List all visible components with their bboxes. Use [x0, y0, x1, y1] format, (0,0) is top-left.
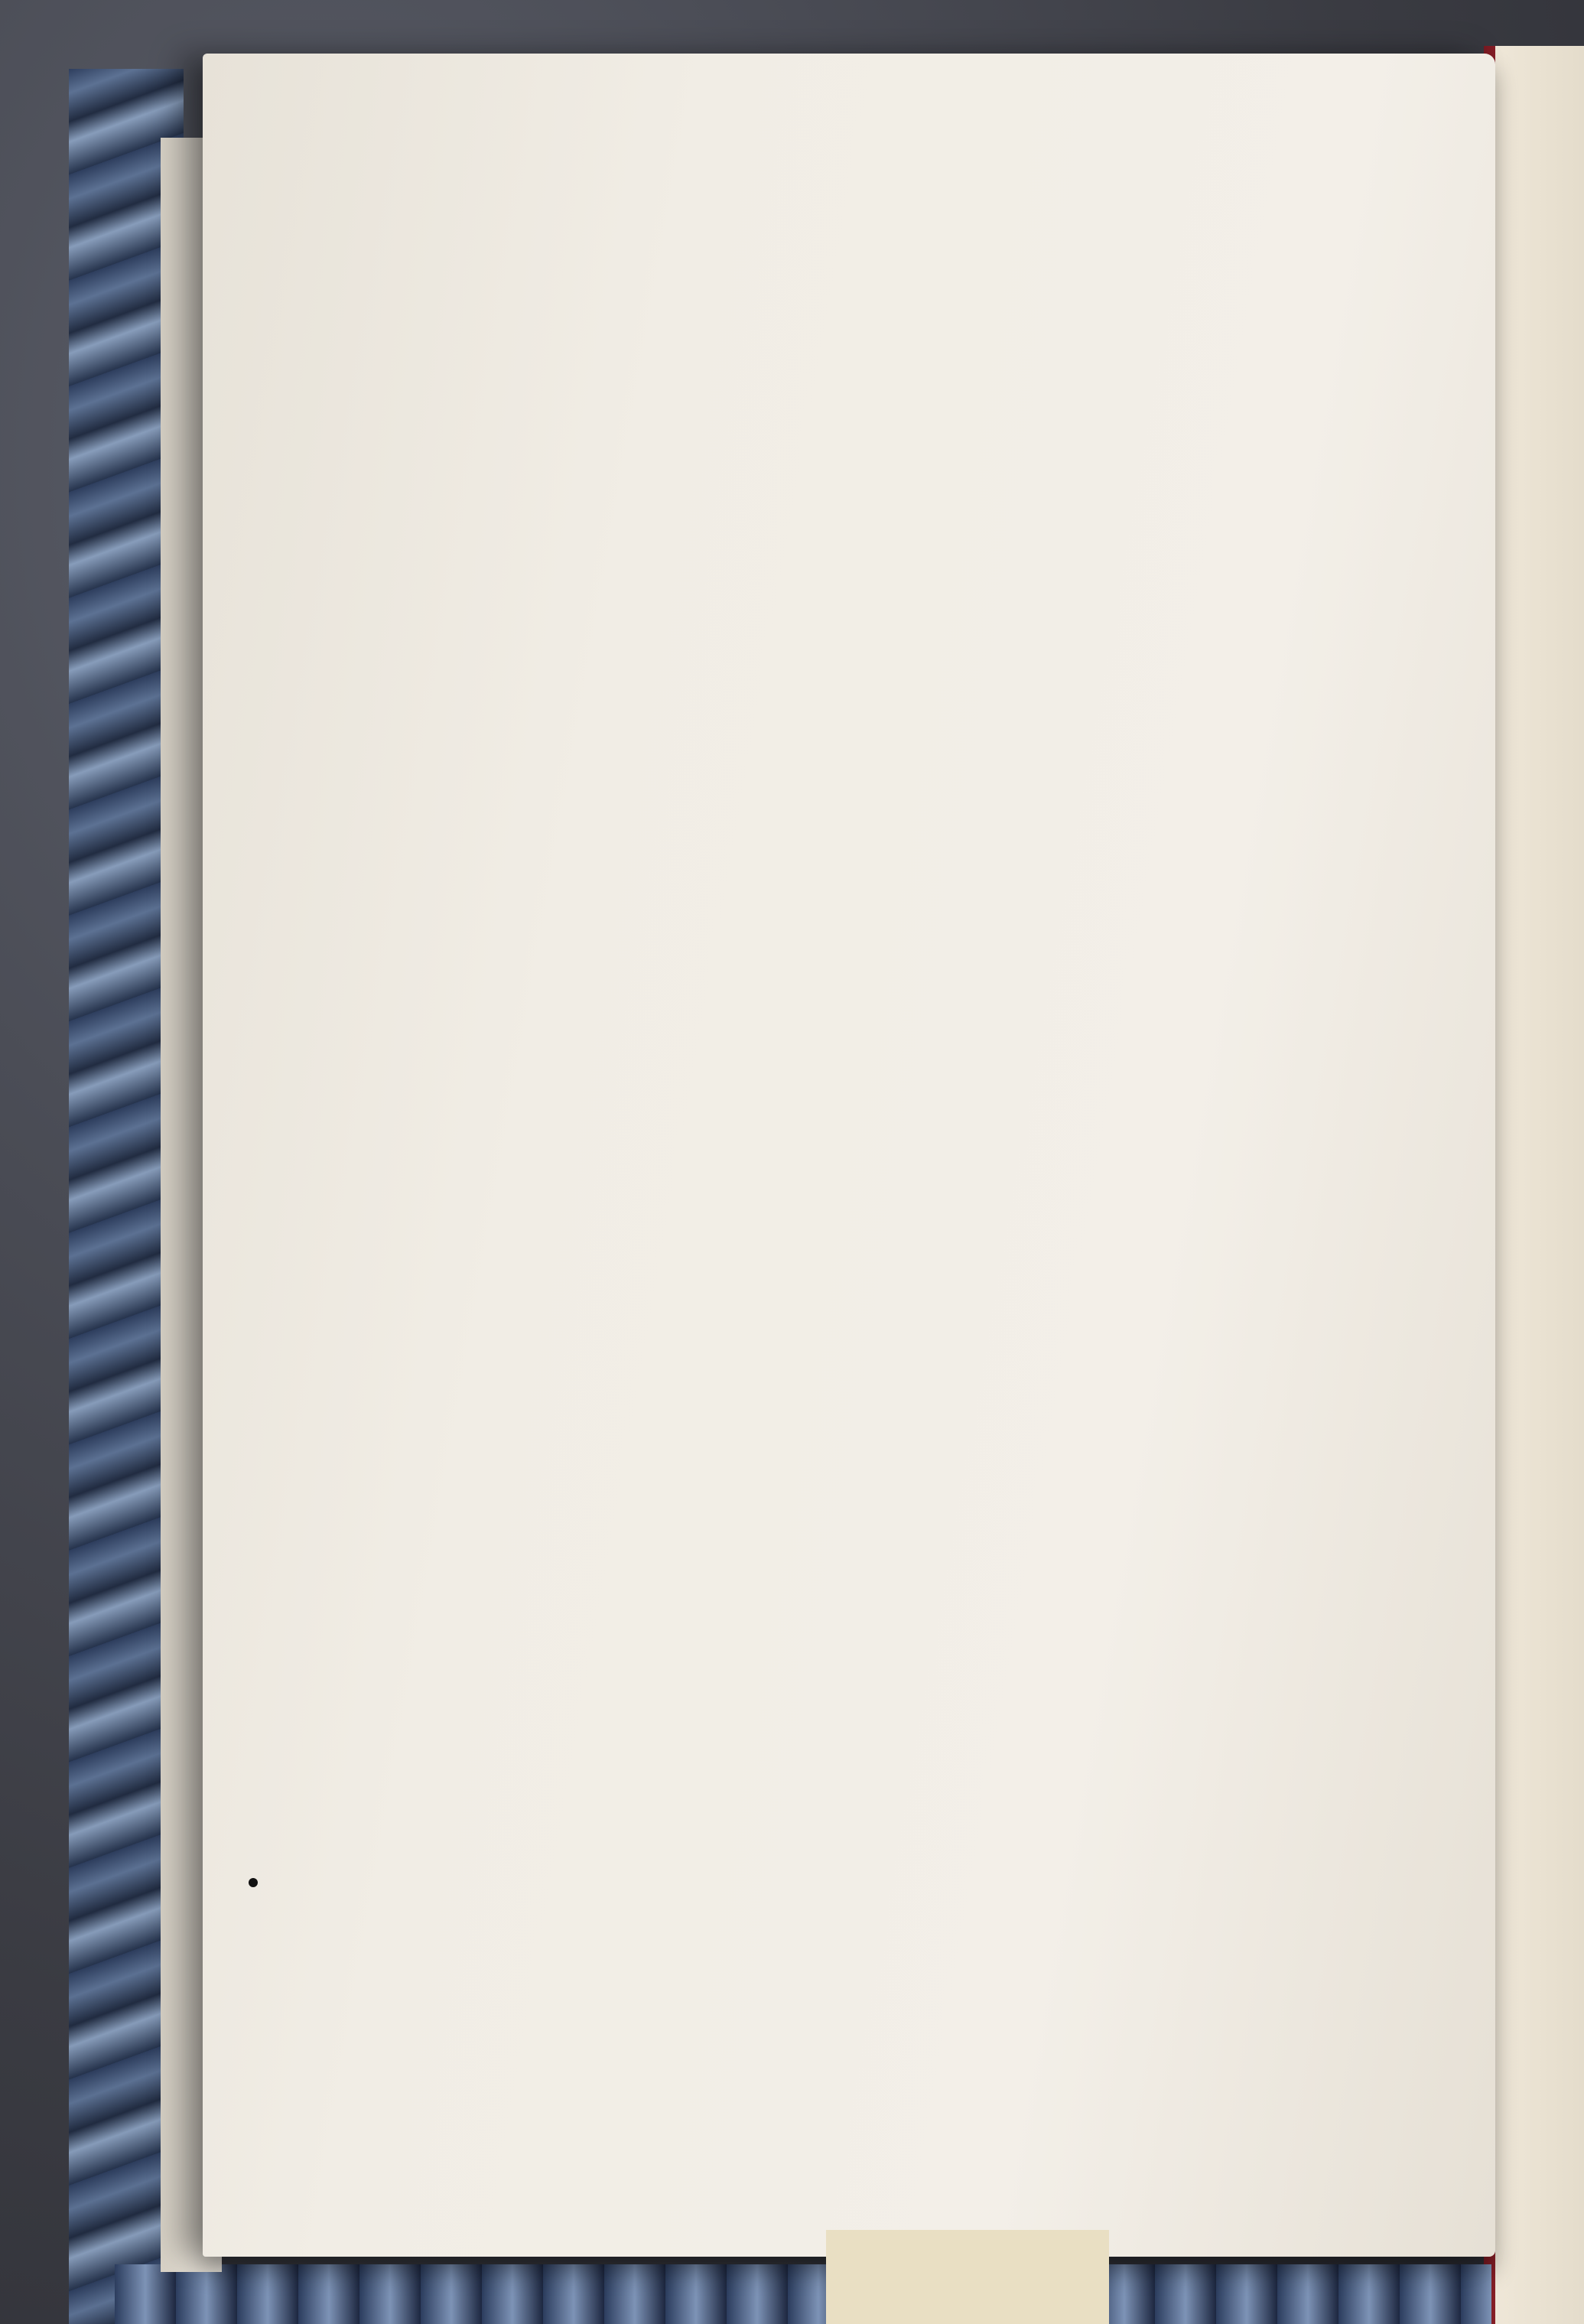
running-head	[340, 157, 1411, 233]
facing-page-edge	[1495, 46, 1584, 2324]
page-text	[340, 157, 1411, 409]
scene-heading	[340, 233, 1411, 375]
catchword	[340, 360, 1411, 409]
bookmark-tab	[826, 2230, 1109, 2324]
book-cover-bottom	[115, 2264, 1491, 2324]
ink-dot	[249, 1878, 258, 1887]
